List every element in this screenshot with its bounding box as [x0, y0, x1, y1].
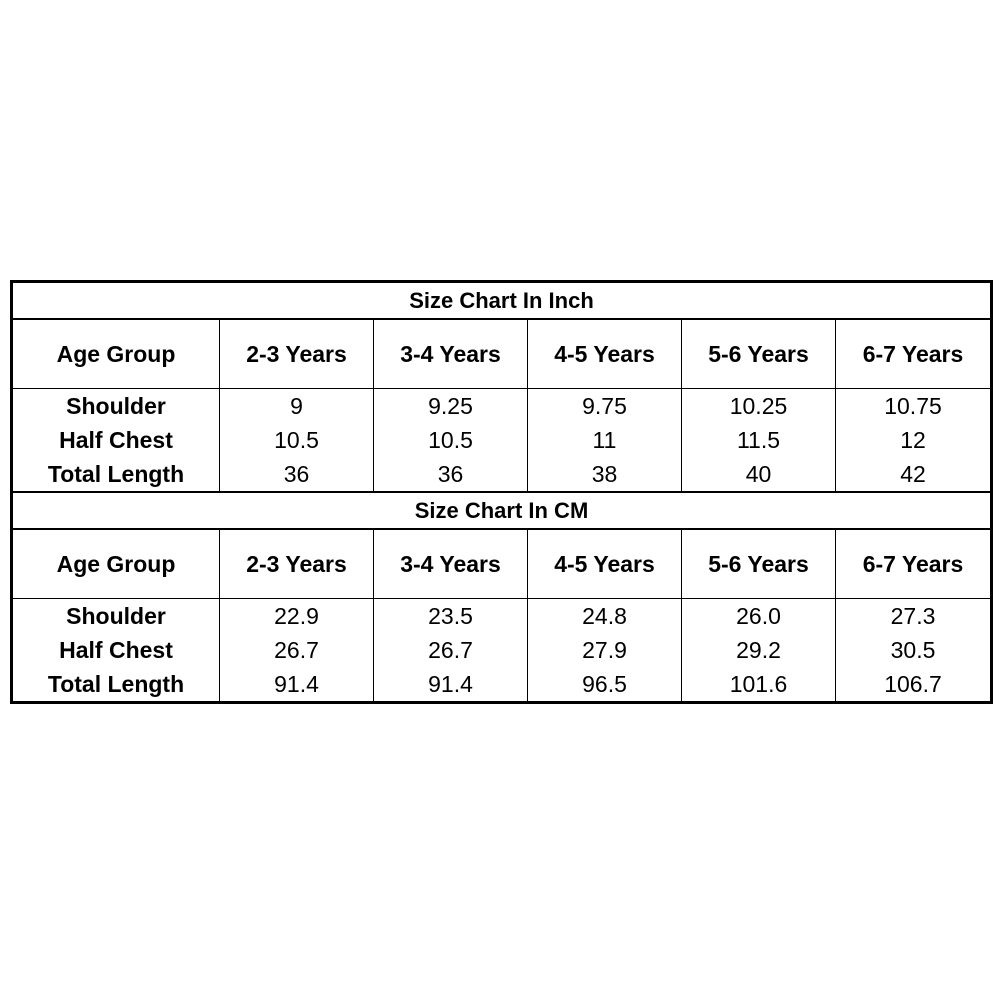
table-cell: 10.25: [682, 389, 836, 424]
table-cell: 26.7: [220, 633, 374, 667]
row-label: Total Length: [12, 457, 220, 492]
table-cell: 26.0: [682, 599, 836, 634]
header-cell: Age Group: [12, 529, 220, 599]
row-label: Half Chest: [12, 633, 220, 667]
table-row: [12, 457, 992, 492]
cm-header-row: [12, 529, 992, 599]
table-cell: 91.4: [220, 667, 374, 703]
table-cell: 9: [220, 389, 374, 424]
table-cell: 38: [528, 457, 682, 492]
row-label: Total Length: [12, 667, 220, 703]
header-cell: 6-7 Years: [836, 319, 992, 389]
header-cell: 5-6 Years: [682, 529, 836, 599]
table-cell: 12: [836, 423, 992, 457]
header-cell: 3-4 Years: [374, 319, 528, 389]
table-cell: 23.5: [374, 599, 528, 634]
header-cell: 3-4 Years: [374, 529, 528, 599]
header-cell: 4-5 Years: [528, 529, 682, 599]
table-cell: 42: [836, 457, 992, 492]
table-cell: 10.75: [836, 389, 992, 424]
cm-section-title: Size Chart In CM: [12, 492, 992, 529]
header-cell: 4-5 Years: [528, 319, 682, 389]
table-row: [12, 423, 992, 457]
table-cell: 27.3: [836, 599, 992, 634]
table-cell: 24.8: [528, 599, 682, 634]
table-cell: 11.5: [682, 423, 836, 457]
size-chart-table: [10, 280, 993, 704]
inch-header-row: [12, 319, 992, 389]
inch-section-title: Size Chart In Inch: [12, 282, 992, 320]
header-cell: 2-3 Years: [220, 319, 374, 389]
row-label: Shoulder: [12, 389, 220, 424]
table-cell: 11: [528, 423, 682, 457]
table-cell: 91.4: [374, 667, 528, 703]
header-cell: Age Group: [12, 319, 220, 389]
table-row: [12, 633, 992, 667]
table-row: [12, 667, 992, 703]
table-cell: 36: [220, 457, 374, 492]
table-cell: 27.9: [528, 633, 682, 667]
table-row: [12, 599, 992, 634]
table-row: [12, 389, 992, 424]
table-cell: 26.7: [374, 633, 528, 667]
row-label: Half Chest: [12, 423, 220, 457]
header-cell: 2-3 Years: [220, 529, 374, 599]
table-cell: 29.2: [682, 633, 836, 667]
table-cell: 101.6: [682, 667, 836, 703]
table-cell: 22.9: [220, 599, 374, 634]
table-cell: 96.5: [528, 667, 682, 703]
table-cell: 30.5: [836, 633, 992, 667]
header-cell: 5-6 Years: [682, 319, 836, 389]
table-cell: 106.7: [836, 667, 992, 703]
table-cell: 9.75: [528, 389, 682, 424]
table-cell: 9.25: [374, 389, 528, 424]
table-cell: 10.5: [374, 423, 528, 457]
table-cell: 40: [682, 457, 836, 492]
table-cell: 36: [374, 457, 528, 492]
row-label: Shoulder: [12, 599, 220, 634]
header-cell: 6-7 Years: [836, 529, 992, 599]
cm-title-row: [12, 492, 992, 529]
inch-title-row: [12, 282, 992, 320]
table-cell: 10.5: [220, 423, 374, 457]
